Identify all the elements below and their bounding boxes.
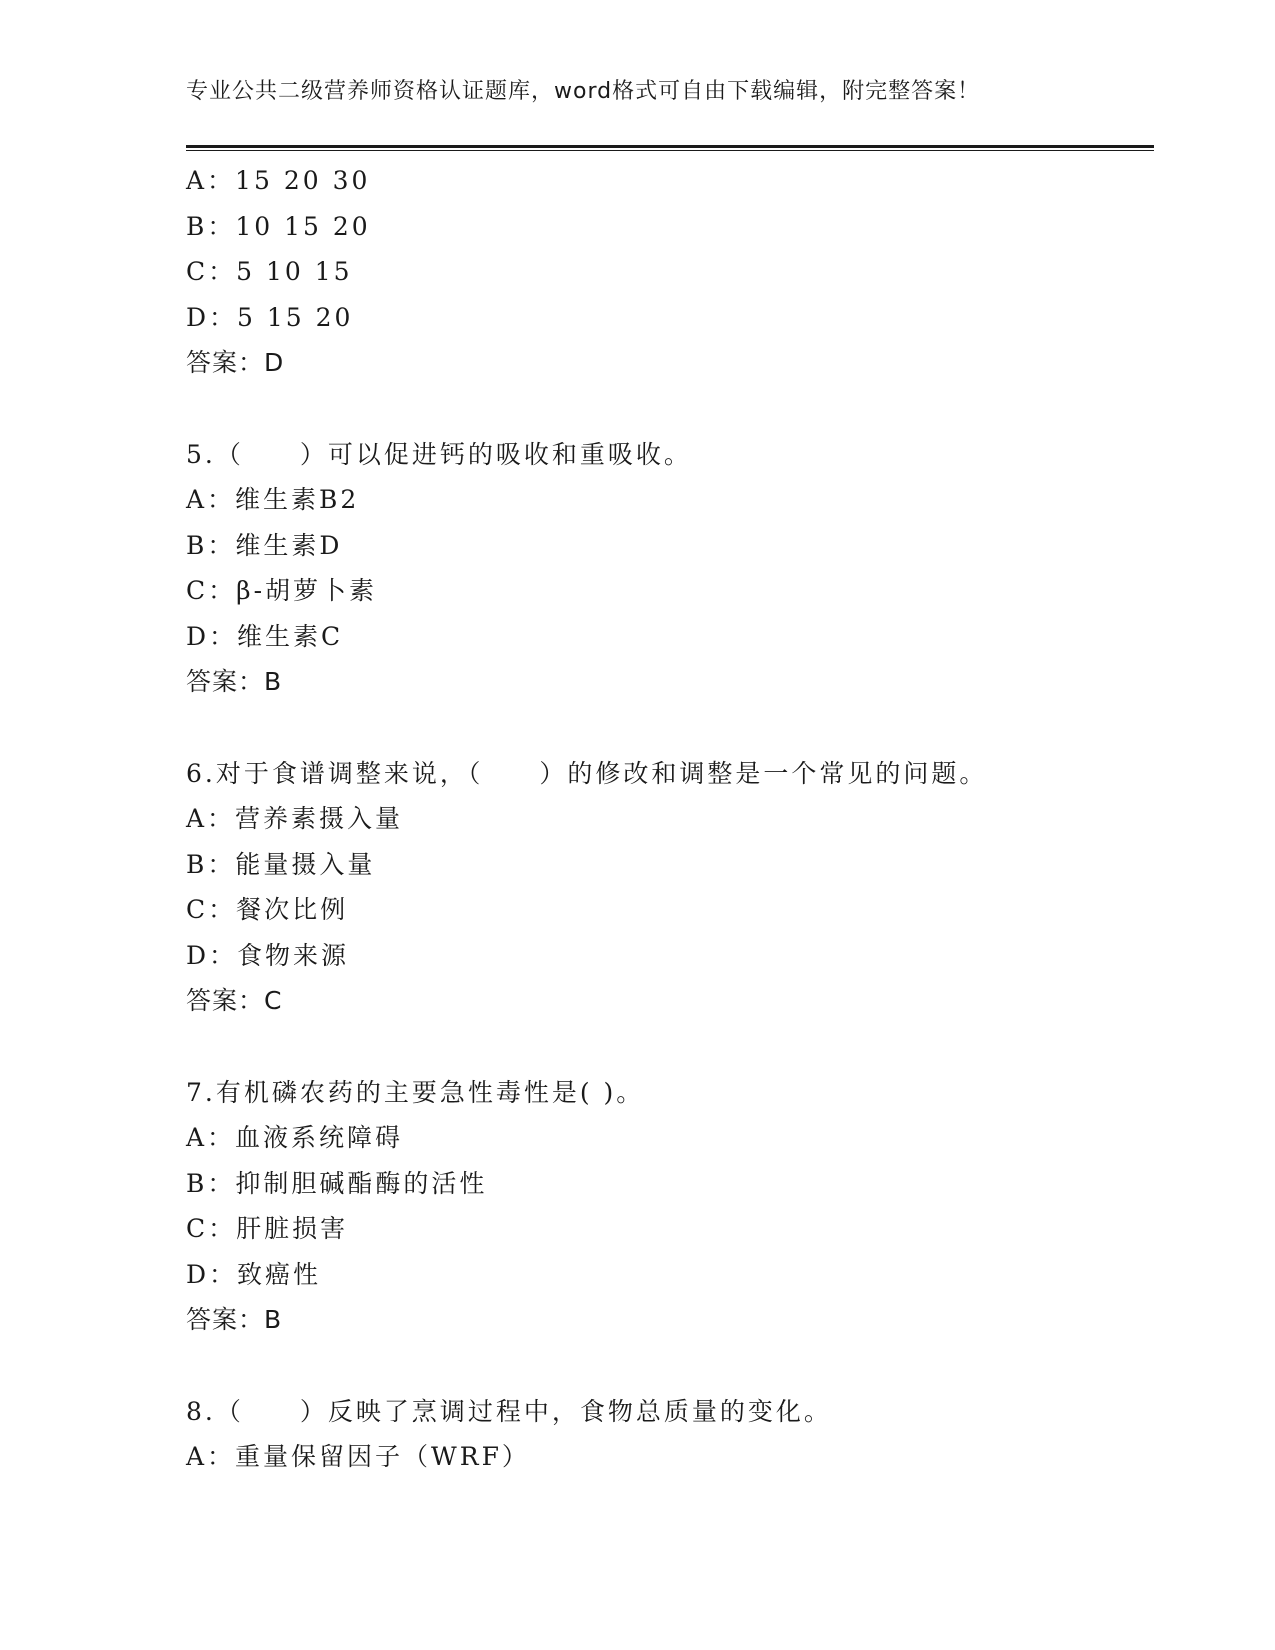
spacer [186,386,1154,432]
option-c: C：5 10 15 [186,257,353,286]
option-b: B：能量摄入量 [186,849,376,879]
option-a: A：维生素B2 [186,485,360,514]
option-d: D：5 15 20 [186,302,354,332]
question-stem: 7.有机磷农药的主要急性毒性是( )。 [186,1077,645,1107]
page-header: 专业公共二级营养师资格认证题库，word格式可自由下载编辑，附完整答案！ [186,79,981,104]
option-c: C：餐次比例 [186,895,349,924]
option-d: D：维生素C [186,621,344,651]
option-a: A：15 20 30 [186,166,371,195]
header-rule-thick [186,145,1154,148]
option-c: C：β-胡萝卜素 [186,576,378,605]
option-a: A：营养素摄入量 [186,804,404,833]
spacer [186,1024,1154,1070]
option-a: A：血液系统障碍 [186,1123,404,1152]
answer: 答案：D [186,348,285,377]
answer: 答案：C [186,986,283,1015]
option-b: B：抑制胆碱酯酶的活性 [186,1168,488,1198]
option-d: D：食物来源 [186,940,350,970]
option-b: B：维生素D [186,530,343,560]
answer: 答案：B [186,667,283,696]
option-c: C：肝脏损害 [186,1214,349,1243]
option-b: B：10 15 20 [186,211,371,241]
answer: 答案：B [186,1305,283,1334]
question-stem: 5.（ ）可以促进钙的吸收和重吸收。 [186,439,692,469]
header-rule-thin [186,150,1154,151]
option-d: D：致癌性 [186,1259,322,1289]
spacer [186,1343,1154,1389]
spacer [186,705,1154,751]
option-a: A：重量保留因子（WRF） [186,1442,530,1471]
question-list [186,158,1154,1480]
question-stem: 6.对于食谱调整来说，（ ）的修改和调整是一个常见的问题。 [186,758,988,788]
question-stem: 8.（ ）反映了烹调过程中，食物总质量的变化。 [186,1396,832,1426]
